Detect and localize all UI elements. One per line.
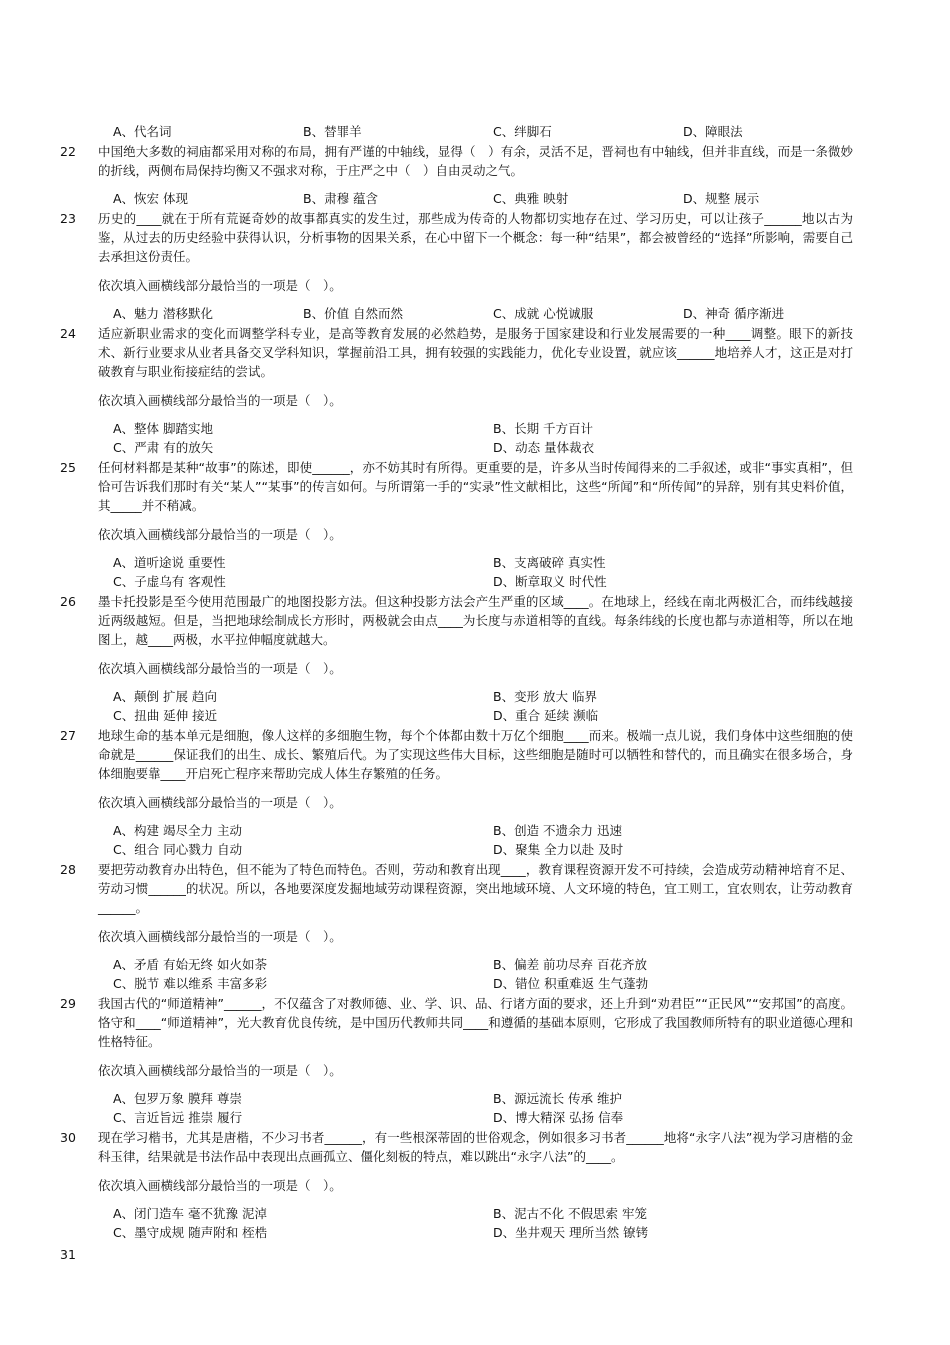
option-a: A、整体 脚踏实地: [113, 421, 214, 436]
option-b: B、偏差 前功尽弃 百花齐放: [493, 957, 648, 972]
option-c: C、严肃 有的放矢: [113, 440, 214, 455]
options-q26-row2: [113, 706, 873, 725]
question-prompt: 依次填入画横线部分最恰当的一项是（ ）。: [98, 393, 342, 408]
question-text: 适应新职业需求的变化而调整学科专业，是高等教育发展的必然趋势，是服务于国家建设和行业发展需要的一种____调整。眼下的新技术、新行业要求从业者具备交叉学科知识，掌握前沿工具，拥有较强的实践能力，优化专业设置，就应该______地培养人才，这正是对打破教育与职业衔接症结的尝试。: [98, 326, 853, 379]
option-b: B、价值 自然而然: [303, 306, 404, 321]
options-q21: [113, 122, 873, 141]
option-b: B、源远流长 传承 维护: [493, 1091, 623, 1106]
question-number: 29: [60, 996, 76, 1011]
options-q29-row1: [113, 1089, 873, 1108]
options-q24-row1: [113, 419, 873, 438]
question-text: 历史的____就在于所有荒诞奇妙的故事都真实的发生过，那些成为传奇的人物都切实地存在过、学习历史，可以让孩子______地以古为鉴，从过去的历史经验中获得认识，分析事物的因果关系，在心中留下一个概念：每一种“结果”，都会被曾经的“选择”所影响，需要自己去承担这份责任。: [98, 211, 853, 264]
question-number: 25: [60, 460, 76, 475]
question-number: 28: [60, 862, 76, 877]
question-prompt: 依次填入画横线部分最恰当的一项是（ ）。: [98, 1178, 342, 1193]
option-d: D、错位 积重难返 生气蓬勃: [493, 976, 649, 991]
option-a: A、构建 竭尽全力 主动: [113, 823, 242, 838]
option-c: C、绊脚石: [493, 124, 552, 139]
option-c: C、言近旨远 推崇 履行: [113, 1110, 243, 1125]
option-c: C、组合 同心戮力 自动: [113, 842, 243, 857]
option-d: D、规整 展示: [683, 191, 760, 206]
option-a: A、代名词: [113, 124, 172, 139]
options-q22: [113, 189, 873, 208]
option-c: C、典雅 映射: [493, 191, 569, 206]
options-q29-row2: [113, 1108, 873, 1127]
question-number: 26: [60, 594, 76, 609]
option-b: B、变形 放大 临界: [493, 689, 598, 704]
options-q25-row1: [113, 553, 873, 572]
question-number: 30: [60, 1130, 76, 1145]
options-q30-row2: [113, 1223, 873, 1242]
option-a: A、闭门造车 毫不犹豫 泥淖: [113, 1206, 267, 1221]
option-b: B、创造 不遗余力 迅速: [493, 823, 623, 838]
option-a: A、道听途说 重要性: [113, 555, 226, 570]
question-31-number: 31: [60, 1247, 76, 1262]
option-b: B、长期 千方百计: [493, 421, 594, 436]
option-d: D、重合 延续 濒临: [493, 708, 599, 723]
option-b: B、支离破碎 真实性: [493, 555, 606, 570]
question-number: 23: [60, 211, 76, 226]
options-q27-row2: [113, 840, 873, 859]
question-number: 24: [60, 326, 76, 341]
option-c: C、子虚乌有 客观性: [113, 574, 226, 589]
options-q26-row1: [113, 687, 873, 706]
question-text: 我国古代的“师道精神”______，不仅蕴含了对教师德、业、学、识、品、行诸方面的要求，还上升到“劝君臣”“正民风”“安邦国”的高度。恪守和____“师道精神”，光大教育优良传统，是中国历代教师共同____和遵循的基础本原则，它形成了我国教师所特有的职业道德心理和性格特征。: [98, 996, 853, 1049]
question-text: 地球生命的基本单元是细胞，像人这样的多细胞生物，每个个体都由数十万亿个细胞____而来。极端一点儿说，我们身体中这些细胞的使命就是______保证我们的出生、成长、繁殖后代。为了实现这些伟大目标，这些细胞是随时可以牺牲和替代的，而且确实在很多场合，身体细胞要靠____开启死亡程序来帮助完成人体生存繁殖的任务。: [98, 728, 853, 781]
options-q23: [113, 304, 873, 323]
question-prompt: 依次填入画横线部分最恰当的一项是（ ）。: [98, 278, 342, 293]
question-text: 墨卡托投影是至今使用范围最广的地图投影方法。但这种投影方法会产生严重的区域____。在地球上，经线在南北两极汇合，而纬线越接近两级越短。但是，当把地球绘制成长方形时，两极就会由点____为长度与赤道相等的直线。每条纬线的长度也都与赤道相等，所以在地图上，越____两极，水平拉伸幅度就越大。: [98, 594, 853, 647]
option-d: D、神奇 循序渐进: [683, 306, 785, 321]
options-q30-row1: [113, 1204, 873, 1223]
option-b: B、替罪羊: [303, 124, 362, 139]
question-prompt: 依次填入画横线部分最恰当的一项是（ ）。: [98, 795, 342, 810]
option-b: B、泥古不化 不假思索 牢笼: [493, 1206, 648, 1221]
question-number: 22: [60, 144, 76, 159]
option-c: C、脱节 难以维系 丰富多彩: [113, 976, 268, 991]
question-text: 中国绝大多数的祠庙都采用对称的布局，拥有严谨的中轴线，显得（ ）有余，灵活不足，晋祠也有中轴线，但并非直线，而是一条微妙的折线，两侧布局保持均衡又不强求对称，于庄严之中（ ）自由灵动之气。: [98, 144, 853, 178]
option-c: C、墨守成规 随声附和 桎梏: [113, 1225, 268, 1240]
option-d: D、博大精深 弘扬 信奉: [493, 1110, 624, 1125]
option-d: D、聚集 全力以赴 及时: [493, 842, 624, 857]
option-a: A、包罗万象 膜拜 尊崇: [113, 1091, 242, 1106]
option-b: B、肃穆 蕴含: [303, 191, 379, 206]
question-prompt: 依次填入画横线部分最恰当的一项是（ ）。: [98, 929, 342, 944]
options-q28-row1: [113, 955, 873, 974]
option-d: D、动态 量体裁衣: [493, 440, 595, 455]
question-text: 要把劳动教育办出特色，但不能为了特色而特色。否则，劳动和教育出现____，教育课程资源开发不可持续，会造成劳动精神培育不足、劳动习惯______的状况。所以，各地要深度发掘地域劳动课程资源，突出地域环境、人文环境的特色，宜工则工，宜农则农，让劳动教育______。: [98, 862, 853, 915]
question-prompt: 依次填入画横线部分最恰当的一项是（ ）。: [98, 661, 342, 676]
option-c: C、成就 心悦诚服: [493, 306, 594, 321]
option-d: D、障眼法: [683, 124, 743, 139]
question-text: 任何材料都是某种“故事”的陈述，即使______，亦不妨其时有所得。更重要的是，许多从当时传闻得来的二手叙述，或非“事实真相”，但恰可告诉我们那时有关“某人”“某事”的传言如何。与所谓第一手的“实录”性文献相比，这些“所闻”和“所传闻”的异辞，别有其史料价值，其_____并不稍减。: [98, 460, 853, 513]
options-q28-row2: [113, 974, 873, 993]
question-number: 27: [60, 728, 76, 743]
options-q24-row2: [113, 438, 873, 457]
option-d: D、断章取义 时代性: [493, 574, 607, 589]
option-a: A、魅力 潜移默化: [113, 306, 214, 321]
option-c: C、扭曲 延伸 接近: [113, 708, 218, 723]
option-a: A、颠倒 扩展 趋向: [113, 689, 217, 704]
option-a: A、矛盾 有始无终 如火如荼: [113, 957, 267, 972]
question-prompt: 依次填入画横线部分最恰当的一项是（ ）。: [98, 1063, 342, 1078]
option-a: A、恢宏 体现: [113, 191, 189, 206]
question-prompt: 依次填入画横线部分最恰当的一项是（ ）。: [98, 527, 342, 542]
options-q25-row2: [113, 572, 873, 591]
options-q27-row1: [113, 821, 873, 840]
question-text: 现在学习楷书，尤其是唐楷，不少习书者______，有一些根深蒂固的世俗观念，例如很多习书者______地将“永字八法”视为学习唐楷的金科玉律，结果就是书法作品中表现出点画孤立、僵化刻板的特点，难以跳出“永字八法”的____。: [98, 1130, 853, 1164]
option-d: D、坐井观天 理所当然 镣铐: [493, 1225, 649, 1240]
